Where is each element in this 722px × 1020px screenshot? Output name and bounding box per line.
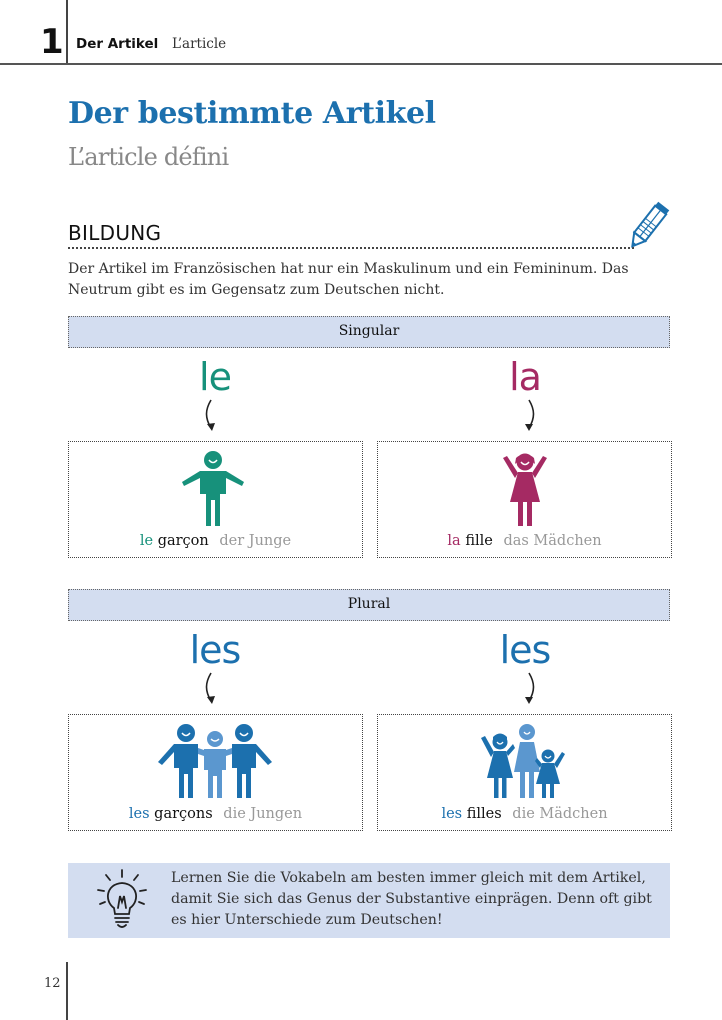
caption-word: filles <box>466 806 502 822</box>
chapter-number: 1 <box>40 22 64 62</box>
section-heading: BILDUNG <box>68 221 162 245</box>
intro-text: Der Artikel im Französischen hat nur ein Maskulinum und ein Femininum. Das Neutrum gibt es im Gegensatz zum Deutschen nicht. <box>68 261 629 298</box>
singular-band: Singular <box>68 316 670 348</box>
boys-group-icon <box>152 722 278 800</box>
caption-la-fille <box>377 533 672 549</box>
footer-divider <box>66 962 68 1020</box>
page-title: Der bestimmte Artikel <box>68 96 436 131</box>
header-divider <box>66 0 68 64</box>
pencil-icon <box>628 196 674 252</box>
girl-icon <box>495 450 555 528</box>
article-la: la <box>509 355 541 399</box>
article-les-masc: les <box>189 628 241 672</box>
article-le: le <box>199 355 231 399</box>
caption-translation: die Jungen <box>223 806 303 822</box>
caption-translation: das Mädchen <box>503 533 602 549</box>
arrow-down-icon <box>202 398 222 432</box>
plural-band: Plural <box>68 589 670 621</box>
caption-translation: die Mädchen <box>512 806 608 822</box>
caption-word: garçon <box>157 533 209 549</box>
caption-article: les <box>441 806 463 822</box>
caption-word: garçons <box>154 806 213 822</box>
caption-le-garcon <box>68 533 363 549</box>
chapter-subtitle: L’article <box>172 36 227 52</box>
section-rule <box>68 247 634 249</box>
caption-word: fille <box>465 533 493 549</box>
page-number: 12 <box>44 976 61 991</box>
caption-les-filles <box>377 806 672 822</box>
girls-group-icon <box>480 722 566 800</box>
caption-article: les <box>128 806 150 822</box>
page-subtitle: L’article défini <box>68 143 229 171</box>
tip-text: Lernen Sie die Vokabeln am besten immer gleich mit dem Artikel, damit Sie sich das Genus der Substantive einprägen. Denn oft gibt es hier Unterschiede zum Deutschen! <box>171 870 652 928</box>
arrow-down-icon <box>202 671 222 705</box>
article-les-fem: les <box>499 628 551 672</box>
caption-les-garcons <box>68 806 363 822</box>
caption-article: le <box>139 533 154 549</box>
arrow-down-icon <box>520 398 540 432</box>
boy-icon <box>178 450 248 528</box>
caption-translation: der Junge <box>219 533 292 549</box>
caption-article: la <box>447 533 461 549</box>
arrow-down-icon <box>520 671 540 705</box>
chapter-title: Der Artikel <box>76 36 159 52</box>
header-rule <box>0 63 722 65</box>
lightbulb-icon <box>96 868 148 930</box>
